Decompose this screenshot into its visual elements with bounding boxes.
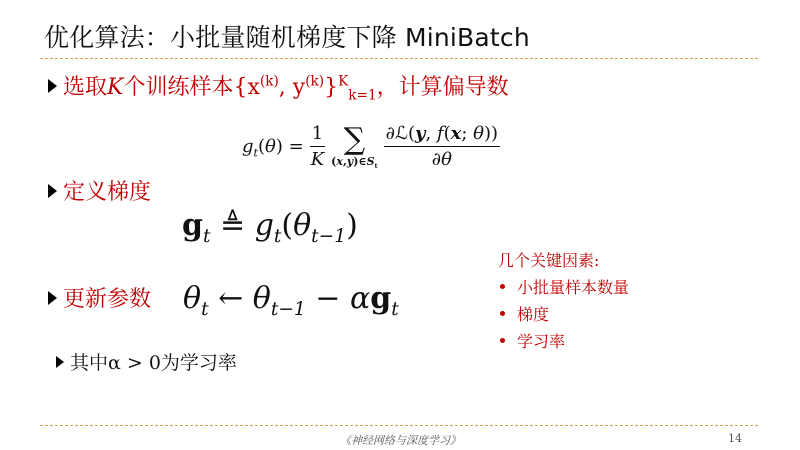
- factor-label: 学习率: [517, 332, 566, 351]
- bullet-triangle-icon: [48, 184, 57, 198]
- select-K: K: [107, 75, 124, 100]
- factor-label: 小批量样本数量: [517, 278, 630, 297]
- slide-title: 优化算法：小批量随机梯度下降 MiniBatch: [44, 23, 530, 52]
- factor-label: 梯度: [517, 305, 550, 324]
- list-item: [500, 302, 629, 325]
- bullet-dot-icon: [500, 338, 505, 343]
- bullet-dot-icon: [500, 284, 505, 289]
- update-formula: $\theta_t$ ← $\theta_{t-1} - \alpha g_t$: [183, 281, 399, 320]
- select-prefix: 选取: [63, 75, 108, 100]
- bullet-select-samples-text: 选取K个训练样本{$x^{(k)}$, $y^{(k)}\}^K_{k=1}$，计算偏导数: [63, 73, 509, 104]
- bullet-triangle-icon: [48, 291, 57, 305]
- one-over-K: $\frac{1}{K}$: [310, 123, 325, 170]
- footer-source: 《神经网络与深度学习》: [340, 434, 461, 447]
- bullet-update-params-text: 更新参数: [63, 287, 152, 312]
- bullet-define-gradient-text: 定义梯度: [63, 180, 152, 205]
- gradient-definition-formula: $g_t$ ≜ $g_t(\theta_{t-1})$: [182, 208, 358, 247]
- bullet-learning-rate: [56, 348, 237, 375]
- summation: ∑ $(x,y)\in S_t$: [331, 122, 378, 171]
- bullet-define-gradient: [48, 175, 151, 206]
- gradient-formula: $g_t(\theta)$ = $\frac{1}{K}$ ∑ $(x,y)\in S_t$ $\frac{\text{∂ℒ(y, f(x; θ))}}{\partial\theta}$: [242, 122, 499, 171]
- bullet-select-samples: [48, 70, 509, 104]
- bullet-dot-icon: [500, 311, 505, 316]
- key-factors-list: [498, 275, 629, 352]
- bullet-update-params: [48, 282, 151, 313]
- title-divider: [40, 58, 758, 59]
- bullet-triangle-icon: [48, 79, 57, 93]
- key-factors-box: [498, 248, 629, 356]
- list-item: [500, 275, 629, 298]
- key-factors-heading: 几个关键因素:: [498, 251, 600, 270]
- bullet-learning-rate-text: 其中α > 0为学习率: [70, 352, 237, 374]
- select-rest: 个训练样本: [123, 75, 234, 100]
- list-item: [500, 329, 629, 352]
- partial-derivative: $\frac{\text{∂ℒ(y, f(x; θ))}}{\partial\theta}$: [385, 123, 499, 170]
- select-tail: ，计算偏导数: [376, 75, 509, 100]
- footer-divider: [40, 425, 758, 426]
- page-number: 14: [728, 432, 742, 445]
- bullet-triangle-icon: [56, 356, 64, 368]
